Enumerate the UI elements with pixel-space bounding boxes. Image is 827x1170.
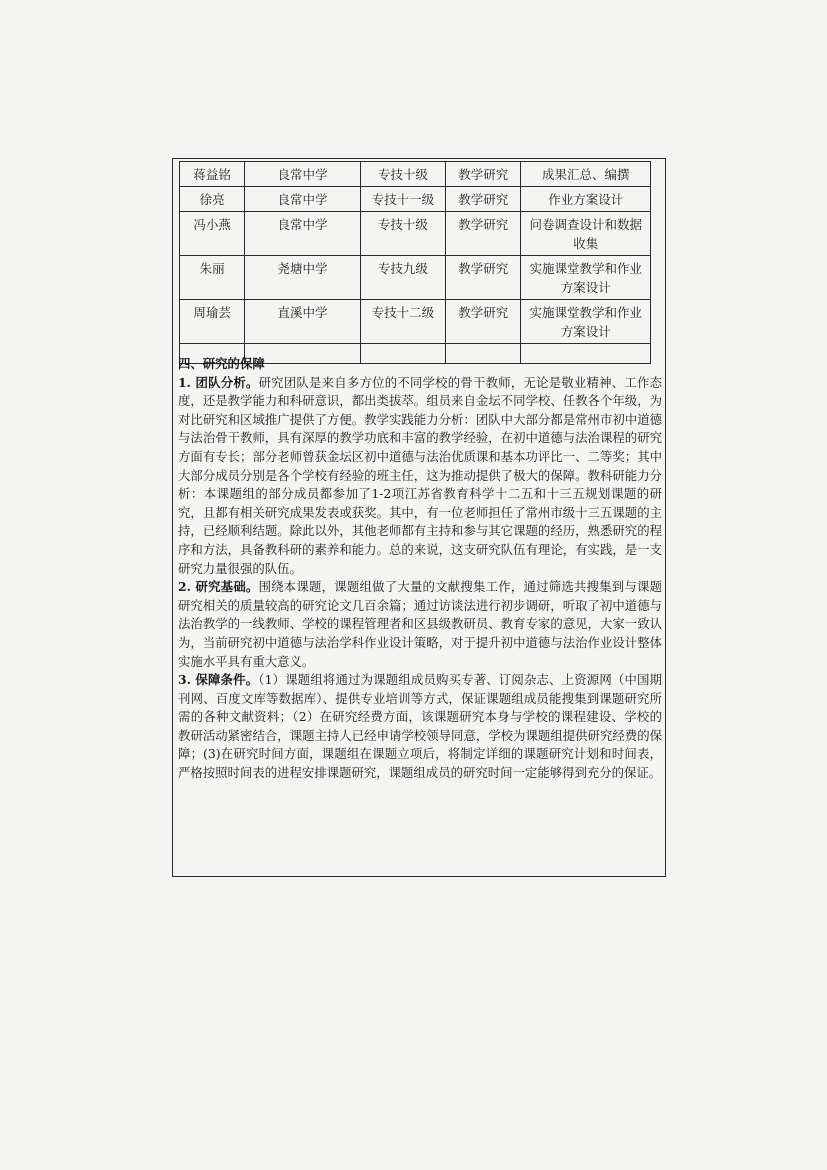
- member-title-cell: 专技十级: [360, 162, 445, 187]
- member-name-cell: 朱丽: [180, 256, 245, 300]
- member-name-cell: 周瑜芸: [180, 300, 245, 344]
- table-row: [180, 256, 651, 300]
- section-heading: 四、研究的保障: [178, 356, 265, 371]
- member-title-cell: 专技十级: [360, 212, 445, 256]
- member-school-cell: 良常中学: [245, 162, 360, 187]
- member-school-cell: 良常中学: [245, 212, 360, 256]
- table-row: [180, 187, 651, 212]
- research-foundation-text: 围绕本课题，课题组做了大量的文献搜集工作，通过筛选共搜集到与课题研究相关的质量较高的研究论文几百余篇；通过访谈法进行初步调研，听取了初中道德与法治教学的一线教师、学校的课程管理者和区县级教研员、教育专家的意见，大家一致认为，当前研究初中道德与法治学科作业设计策略，对于提升初中道德与法治作业设计整体实施水平具有重大意义。: [178, 579, 663, 669]
- member-field-cell: 教学研究: [446, 162, 521, 187]
- member-school-cell: 直溪中学: [245, 300, 360, 344]
- member-duty-cell: 实施课堂教学和作业方案设计: [521, 300, 651, 344]
- member-field-cell: 教学研究: [446, 212, 521, 256]
- member-name-cell: 徐亮: [180, 187, 245, 212]
- member-duty-cell: 成果汇总、编撰: [521, 162, 651, 187]
- research-foundation-label: 2. 研究基础。: [178, 579, 259, 595]
- table-row: [180, 300, 651, 344]
- table-row: [180, 162, 651, 187]
- member-field-cell: 教学研究: [446, 187, 521, 212]
- document-frame: [172, 158, 666, 877]
- member-field-cell: 教学研究: [446, 300, 521, 344]
- member-name-cell: 冯小燕: [180, 212, 245, 256]
- team-analysis-paragraph: [178, 374, 662, 579]
- team-members-body: [180, 162, 651, 364]
- team-analysis-text: 研究团队是来自多方位的不同学校的骨干教师，无论是敬业精神、工作态度，还是教学能力和科研意识，都出类拔萃。组员来自金坛不同学校、任教各个年级，为对比研究和区域推广提供了方便。教学实践能力分析：团队中大部分都是常州市初中道德与法治骨干教师，具有深厚的教学功底和丰富的教学经验，在初中道德与法治课程的研究方面有专长；部分老师曾获金坛区初中道德与法治优质课和基本功评比一、二等奖；其中大部分成员分别是各个学校有经验的班主任，这为推动提供了极大的保障。教科研能力分析：本课题组的部分成员都参加了1-2项江苏省教育科学十二五和十三五规划课题的研究，且都有相关研究成果发表或获奖。其中，有一位老师担任了常州市级十三五课题的主持，已经顺利结题。除此以外，其他老师都有主持和参与其它课题的经历，熟悉研究的程序和方法，具备教科研的素养和能力。总的来说，这支研究队伍有理论，有实践，是一支研究力量很强的队伍。: [178, 374, 663, 576]
- table-row: [180, 212, 651, 256]
- member-school-cell: 尧塘中学: [245, 256, 360, 300]
- support-conditions-text: （1）课题组将通过为课题组成员购买专著、订阅杂志、上资源网（中国期刊网、百度文库等数据库）、提供专业培训等方式，保证课题组成员能搜集到课题研究所需的各种文献资料；（2）在研究经费方面，该课题研究本身与学校的课程建设、学校的教研活动紧密结合，课题主持人已经申请学校领导同意，学校为课题组提供研究经费的保障；(3)在研究时间方面，课题组在课题立项后，将制定详细的课题研究计划和时间表，严格按照时间表的进程安排课题研究，课题组成员的研究时间一定能够得到充分的保证。: [178, 672, 662, 781]
- team-members-table: [179, 161, 651, 364]
- member-name-cell: 蒋益铭: [180, 162, 245, 187]
- support-conditions-label: 3. 保障条件。: [178, 672, 259, 688]
- support-conditions-paragraph: [178, 671, 662, 783]
- member-title-cell: 专技十二级: [360, 300, 445, 344]
- member-title-cell: 专技十一级: [360, 187, 445, 212]
- member-duty-cell: 问卷调查设计和数据收集: [521, 212, 651, 256]
- research-guarantee-section: [178, 355, 662, 783]
- member-field-cell: 教学研究: [446, 256, 521, 300]
- research-foundation-paragraph: [178, 578, 662, 671]
- member-duty-cell: 实施课堂教学和作业方案设计: [521, 256, 651, 300]
- team-analysis-label: 1. 团队分析。: [178, 374, 259, 390]
- member-school-cell: 良常中学: [245, 187, 360, 212]
- member-duty-cell: 作业方案设计: [521, 187, 651, 212]
- member-title-cell: 专技九级: [360, 256, 445, 300]
